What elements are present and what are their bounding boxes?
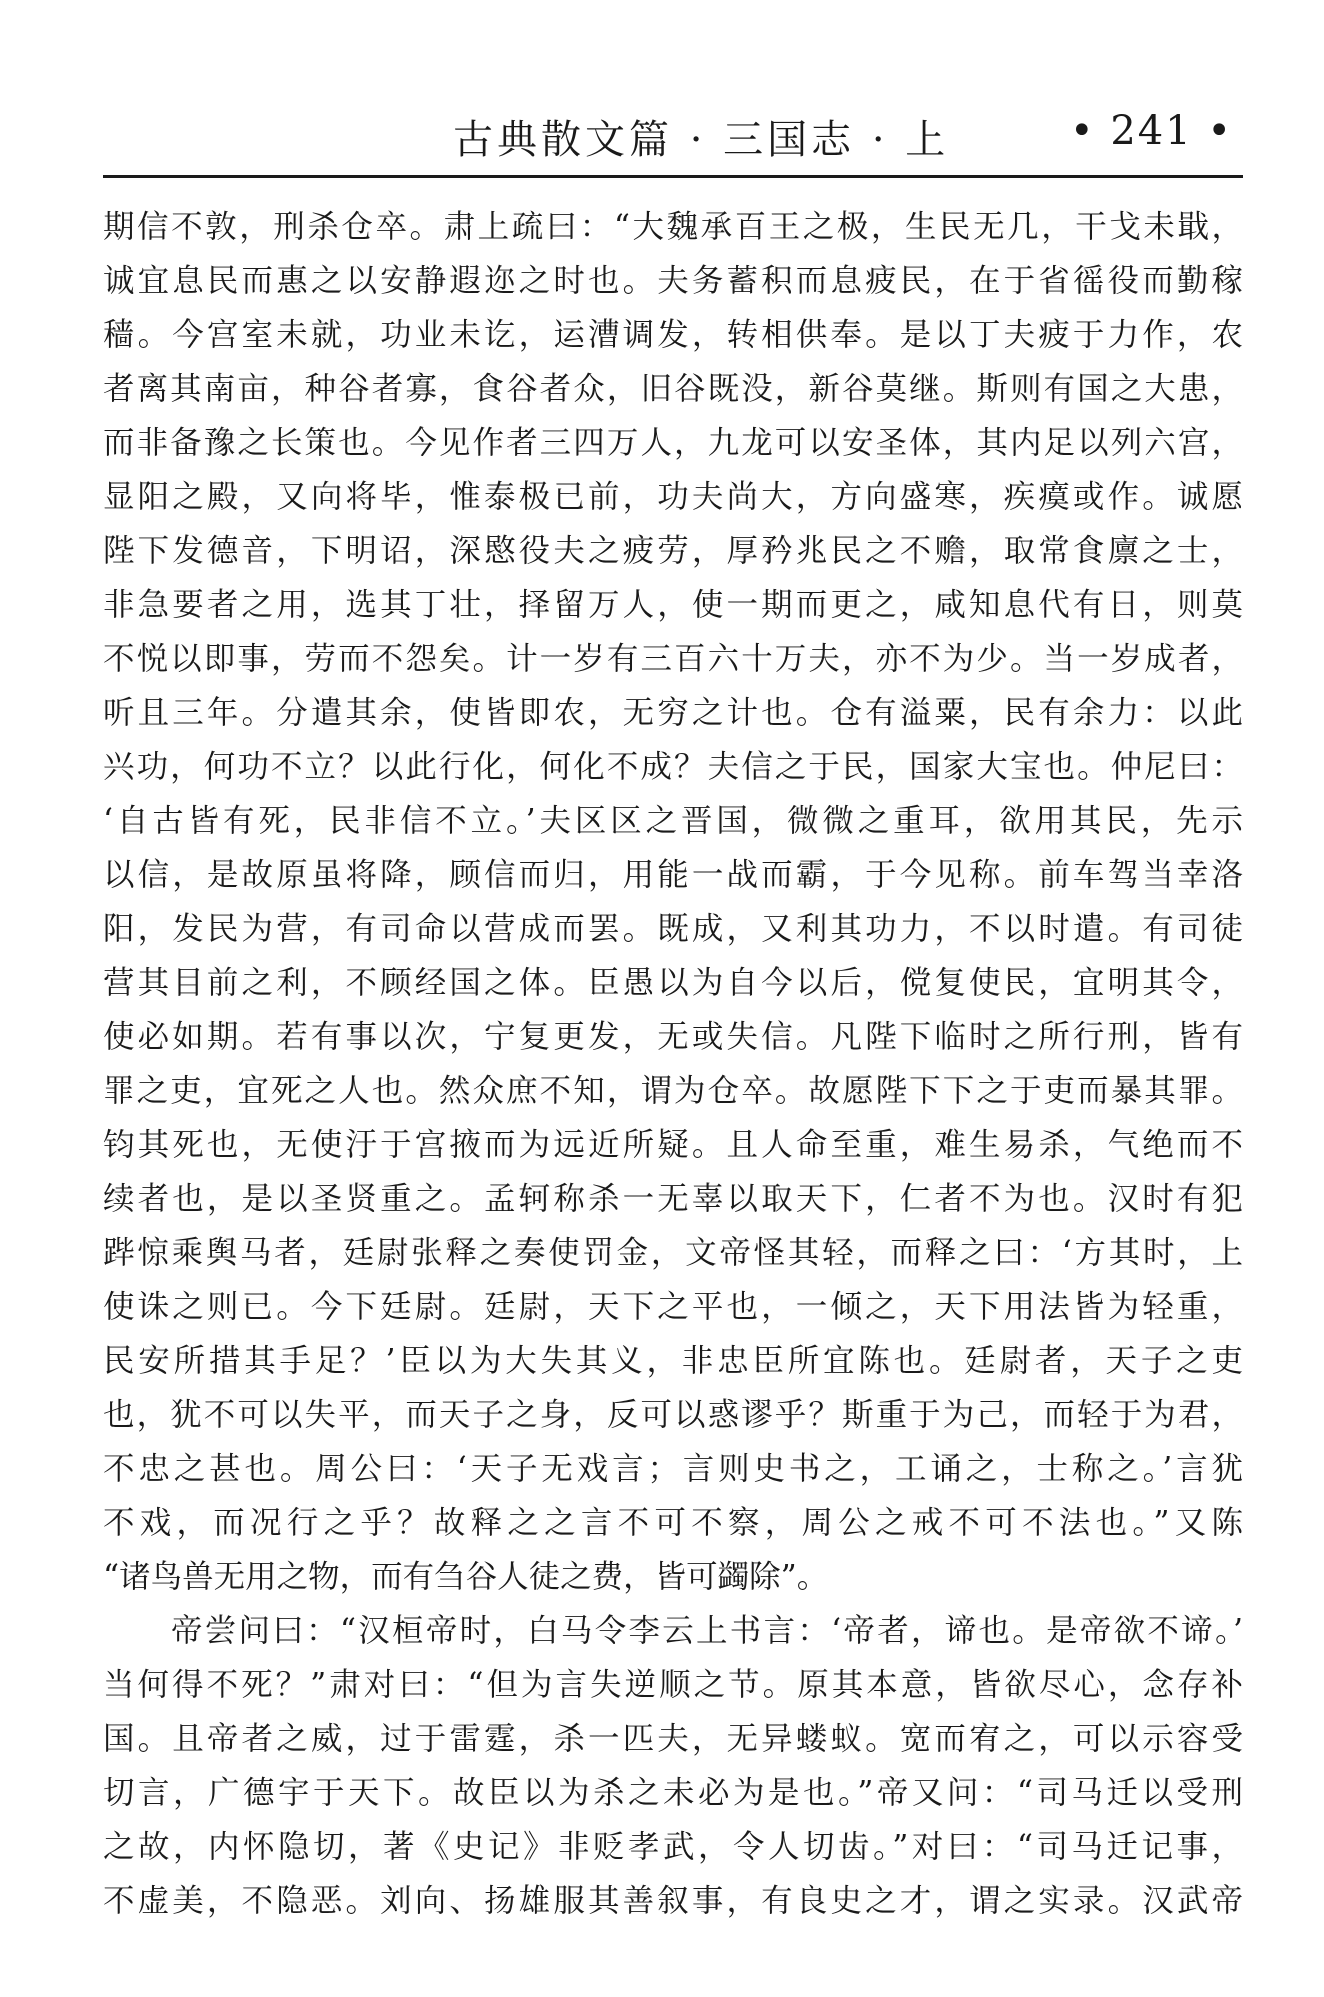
text-line: 不戏，而况行之乎？故释之之言不可不察，周公之戒不可不法也。”又陈	[103, 1505, 1243, 1541]
page-number: • 241 •	[1070, 108, 1233, 154]
text-line: 跸惊乘舆马者，廷尉张释之奏使罚金，文帝怪其轻，而释之曰：‘方其时，上	[103, 1235, 1243, 1271]
body-text	[103, 200, 1243, 1928]
text-line: 以信，是故原虽将降，顾信而归，用能一战而霸，于今见称。前车驾当幸洛	[103, 857, 1243, 893]
running-title: 古典散文篇 · 三国志 · 上	[453, 117, 950, 163]
text-line: 兴功，何功不立？以此行化，何化不成？夫信之于民，国家大宝也。仲尼曰：	[103, 749, 1243, 785]
text-line: 使诛之则已。今下廷尉。廷尉，天下之平也，一倾之，天下用法皆为轻重，	[103, 1289, 1243, 1325]
text-line: 不悦以即事，劳而不怨矣。计一岁有三百六十万夫，亦不为少。当一岁成者，	[103, 641, 1243, 677]
text-line: 民安所措其手足？’臣以为大失其义，非忠臣所宜陈也。廷尉者，天子之吏	[103, 1343, 1243, 1379]
running-header	[103, 100, 1243, 178]
text-line: 者离其南亩，种谷者寡，食谷者众，旧谷既没，新谷莫继。斯则有国之大患，	[103, 371, 1243, 407]
text-line: 钧其死也，无使汙于宫掖而为远近所疑。且人命至重，难生易杀，气绝而不	[103, 1127, 1243, 1163]
text-line: 期信不敦，刑杀仓卒。肃上疏曰：“大魏承百王之极，生民无几，干戈未戢，	[103, 209, 1243, 245]
text-line: 营其目前之利，不顾经国之体。臣愚以为自今以后，傥复使民，宜明其令，	[103, 965, 1243, 1001]
text-line: 诚宜息民而惠之以安静遐迩之时也。夫务蓄积而息疲民，在于省徭役而勤稼	[103, 263, 1243, 299]
text-line: ‘自古皆有死，民非信不立。’夫区区之晋国，微微之重耳，欲用其民，先示	[103, 803, 1243, 839]
text-line: 穑。今宫室未就，功业未讫，运漕调发，转相供奉。是以丁夫疲于力作，农	[103, 317, 1243, 353]
text-line: 之故，内怀隐切，著《史记》非贬孝武，令人切齿。”对曰：“司马迁记事，	[103, 1829, 1243, 1865]
text-line: 非急要者之用，选其丁壮，择留万人，使一期而更之，咸知息代有日，则莫	[103, 587, 1243, 623]
text-line: 续者也，是以圣贤重之。孟轲称杀一无辜以取天下，仁者不为也。汉时有犯	[103, 1181, 1243, 1217]
text-line: 听且三年。分遣其余，使皆即农，无穷之计也。仓有溢粟，民有余力：以此	[103, 695, 1243, 731]
text-line: 国。且帝者之威，过于雷霆，杀一匹夫，无异蝼蚁。宽而宥之，可以示容受	[103, 1721, 1243, 1757]
text-line: 使必如期。若有事以次，宁复更发，无或失信。凡陛下临时之所行刑，皆有	[103, 1019, 1243, 1055]
paragraph-start-line: 帝尝问曰：“汉桓帝时，白马令李云上书言：‘帝者，谛也。是帝欲不谛。’	[171, 1613, 1243, 1649]
text-line: 当何得不死？”肃对曰：“但为言失逆顺之节。原其本意，皆欲尽心，念存补	[103, 1667, 1243, 1703]
text-line: 罪之吏，宜死之人也。然众庶不知，谓为仓卒。故愿陛下下之于吏而暴其罪。	[103, 1073, 1243, 1109]
text-line: 切言，广德宇于天下。故臣以为杀之未必为是也。”帝又问：“司马迁以受刑	[103, 1775, 1243, 1811]
paragraph-end-line: “诸鸟兽无用之物，而有刍谷人徒之费，皆可蠲除”。	[103, 1559, 829, 1595]
text-line: 不忠之甚也。周公曰：‘天子无戏言；言则史书之，工诵之，士称之。’言犹	[103, 1451, 1243, 1487]
text-line: 不虚美，不隐恶。刘向、扬雄服其善叙事，有良史之才，谓之实录。汉武帝	[103, 1883, 1243, 1919]
text-line: 阳，发民为营，有司命以营成而罢。既成，又利其功力，不以时遣。有司徒	[103, 911, 1243, 947]
text-line: 也，犹不可以失平，而天子之身，反可以惑谬乎？斯重于为己，而轻于为君，	[103, 1397, 1243, 1433]
text-line: 显阳之殿，又向将毕，惟泰极已前，功夫尚大，方向盛寒，疾瘼或作。诚愿	[103, 479, 1243, 515]
text-line: 陛下发德音，下明诏，深愍役夫之疲劳，厚矜兆民之不赡，取常食廪之士，	[103, 533, 1243, 569]
text-line: 而非备豫之长策也。今见作者三四万人，九龙可以安圣体，其内足以列六宫，	[103, 425, 1243, 461]
